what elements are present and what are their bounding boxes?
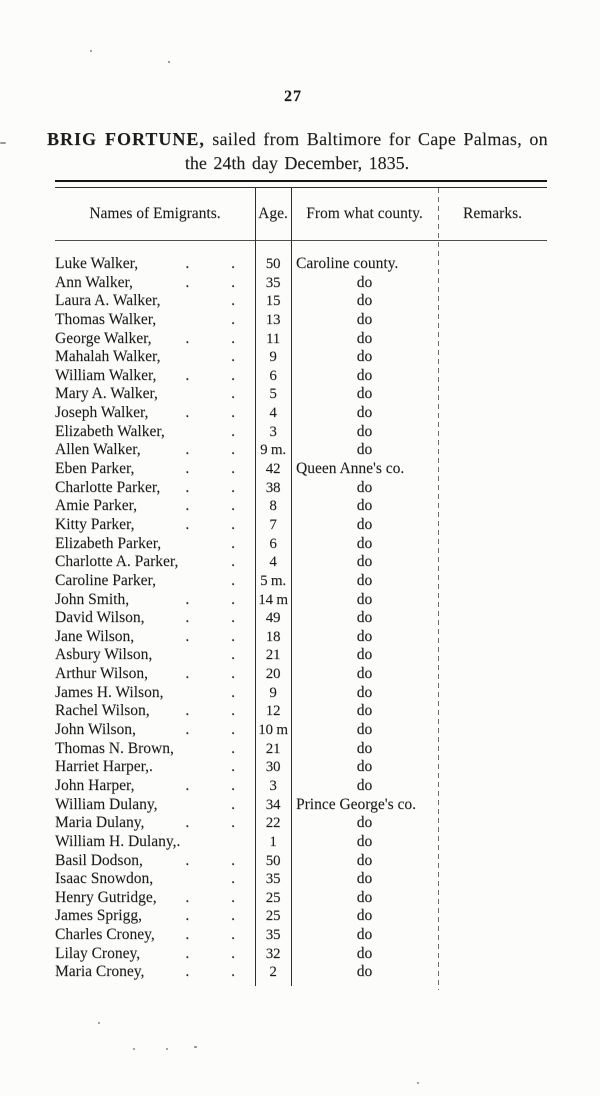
table-row — [55, 591, 547, 610]
age-cell: 2 — [269, 964, 277, 981]
remarks-cell — [438, 423, 547, 442]
column-rule-county-remarks — [438, 188, 439, 990]
leader-dots: . . — [185, 497, 235, 515]
county-cell: do — [356, 944, 373, 962]
remarks-cell — [438, 907, 547, 926]
emigrant-name: Arthur Wilson, — [55, 665, 148, 683]
remarks-cell — [438, 479, 547, 498]
age-cell: 21 — [265, 647, 281, 664]
ink-speck — [417, 1082, 419, 1084]
age-cell: 35 — [265, 274, 281, 291]
table-row — [55, 907, 547, 926]
name-cell — [55, 926, 255, 945]
emigrant-name: William Dulany, — [55, 795, 158, 813]
table-row — [55, 963, 547, 982]
table-row — [55, 274, 547, 293]
leader-dots: . . — [185, 478, 235, 496]
table-row — [55, 385, 547, 404]
emigrant-name: John Harper, — [55, 776, 135, 794]
remarks-cell — [438, 274, 547, 293]
name-cell — [55, 907, 255, 926]
age-cell: 6 — [269, 535, 277, 552]
leader-dots: . . — [185, 814, 235, 832]
county-cell: do — [356, 870, 373, 888]
remarks-cell — [438, 721, 547, 740]
county-cell: Queen Anne's co. — [296, 460, 405, 478]
county-cell: do — [356, 721, 373, 739]
age-cell: 32 — [265, 945, 281, 962]
county-cell: do — [356, 422, 373, 440]
table-row — [55, 311, 547, 330]
age-cell: 14 m — [258, 591, 288, 608]
emigrant-name: Maria Dulany, — [55, 814, 145, 832]
remarks-cell — [438, 441, 547, 460]
name-cell — [55, 740, 255, 759]
age-cell: 9 — [269, 349, 277, 366]
leader-dots: . . — [185, 404, 235, 422]
leader-dots: . . — [185, 627, 235, 645]
emigrant-name: Maria Croney, — [55, 963, 145, 981]
leader-dots: . — [231, 739, 235, 757]
remarks-cell — [438, 553, 547, 572]
name-cell — [55, 404, 255, 423]
age-cell: 15 — [265, 293, 281, 310]
remarks-cell — [438, 889, 547, 908]
leader-dots: . — [231, 758, 235, 776]
table-row — [55, 665, 547, 684]
age-cell: 22 — [265, 815, 281, 832]
remarks-cell — [438, 628, 547, 647]
age-cell: 7 — [269, 516, 277, 533]
table-row — [55, 889, 547, 908]
name-cell — [55, 330, 255, 349]
name-cell — [55, 274, 255, 293]
leader-dots: . . — [185, 851, 235, 869]
leader-dots: . — [231, 683, 235, 701]
remarks-cell — [438, 758, 547, 777]
remarks-cell — [438, 833, 547, 852]
emigrant-name: Laura A. Walker, — [55, 292, 161, 310]
emigrant-name: Thomas N. Brown, — [55, 739, 174, 757]
table-row — [55, 497, 547, 516]
table-row — [55, 945, 547, 964]
name-cell — [55, 945, 255, 964]
table-row — [55, 796, 547, 815]
remarks-cell — [438, 497, 547, 516]
name-cell — [55, 255, 255, 274]
county-cell: do — [356, 329, 373, 347]
remarks-cell — [438, 796, 547, 815]
county-cell: do — [356, 683, 373, 701]
remarks-cell — [438, 609, 547, 628]
table-row — [55, 423, 547, 442]
county-cell: do — [356, 888, 373, 906]
leader-dots: . . — [185, 721, 235, 739]
emigrant-name: Charlotte A. Parker, — [55, 553, 179, 571]
ink-speck — [168, 61, 170, 63]
name-cell — [55, 665, 255, 684]
name-cell — [55, 516, 255, 535]
table-row — [55, 404, 547, 423]
name-cell — [55, 497, 255, 516]
remarks-cell — [438, 814, 547, 833]
county-cell: do — [356, 963, 373, 981]
table-body — [55, 241, 547, 982]
county-cell: do — [356, 497, 373, 515]
leader-dots: . — [231, 553, 235, 571]
name-cell — [55, 385, 255, 404]
leader-dots: . . — [185, 963, 235, 981]
county-cell: do — [356, 739, 373, 757]
remarks-cell — [438, 702, 547, 721]
emigrant-name: Luke Walker, — [55, 255, 139, 272]
age-cell: 4 — [269, 405, 277, 422]
name-cell — [55, 348, 255, 367]
table-row — [55, 535, 547, 554]
emigrant-name: Mary A. Walker, — [55, 385, 158, 403]
table-row — [55, 777, 547, 796]
emigrant-name: Asbury Wilson, — [55, 646, 153, 664]
name-cell — [55, 311, 255, 330]
leader-dots: . — [231, 292, 235, 310]
leader-dots: . — [231, 534, 235, 552]
emigrant-name: William H. Dulany,. — [55, 832, 181, 850]
name-cell — [55, 553, 255, 572]
remarks-cell — [438, 292, 547, 311]
emigrant-name: Mahalah Walker, — [55, 348, 161, 366]
county-cell: Caroline county. — [296, 255, 399, 272]
table-row — [55, 646, 547, 665]
table-row — [55, 553, 547, 572]
leader-dots: . . — [185, 609, 235, 627]
emigrant-name: Thomas Walker, — [55, 310, 157, 328]
county-cell: do — [356, 366, 373, 384]
table-row — [55, 479, 547, 498]
name-cell — [55, 572, 255, 591]
leader-dots: . . — [185, 888, 235, 906]
emigrant-name: Charles Croney, — [55, 926, 155, 944]
table-header-row — [55, 188, 547, 241]
county-cell: do — [356, 273, 373, 291]
name-cell — [55, 870, 255, 889]
age-cell: 49 — [265, 610, 281, 627]
table-row — [55, 292, 547, 311]
table-row — [55, 833, 547, 852]
name-cell — [55, 852, 255, 871]
table-row — [55, 460, 547, 479]
age-cell: 9 — [269, 684, 277, 701]
emigrant-name: Amie Parker, — [55, 497, 138, 515]
leader-dots: . — [231, 310, 235, 328]
age-cell: 9 m. — [260, 442, 286, 459]
age-cell: 3 — [269, 777, 277, 794]
county-cell: do — [356, 665, 373, 683]
table-row — [55, 609, 547, 628]
emigrant-table — [55, 180, 547, 982]
county-cell: do — [356, 571, 373, 589]
age-cell: 25 — [265, 889, 281, 906]
table-row — [55, 348, 547, 367]
name-cell — [55, 814, 255, 833]
remarks-cell — [438, 385, 547, 404]
table-row — [55, 255, 547, 274]
county-cell: do — [356, 441, 373, 459]
age-cell: 5 — [269, 386, 277, 403]
age-cell: 50 — [265, 852, 281, 869]
emigrant-name: Joseph Walker, — [55, 404, 149, 422]
leader-dots: . — [231, 348, 235, 366]
leader-dots: . . — [185, 255, 235, 272]
table-row — [55, 572, 547, 591]
name-cell — [55, 721, 255, 740]
county-cell: do — [356, 851, 373, 869]
emigrant-name: Rachel Wilson, — [55, 702, 150, 720]
header-names: Names of Emigrants. — [89, 205, 221, 222]
ink-speck — [98, 1022, 100, 1024]
emigrant-name: David Wilson, — [55, 609, 145, 627]
emigrant-name: Caroline Parker, — [55, 571, 156, 589]
remarks-cell — [438, 852, 547, 871]
table-row — [55, 852, 547, 871]
remarks-cell — [438, 330, 547, 349]
emigrant-name: Harriet Harper,. — [55, 758, 153, 776]
leader-dots: . . — [185, 460, 235, 478]
county-cell: do — [356, 907, 373, 925]
leader-dots: . . — [185, 366, 235, 384]
name-cell — [55, 441, 255, 460]
title-rest: sailed from Baltimore for Cape Palmas, on — [204, 129, 548, 149]
remarks-cell — [438, 348, 547, 367]
ink-speck — [133, 1048, 135, 1050]
header-age: Age. — [258, 205, 288, 222]
name-cell — [55, 833, 255, 852]
leader-dots: . . — [185, 329, 235, 347]
age-cell: 6 — [269, 367, 277, 384]
document-title-line2: the 24th day December, 1835. — [184, 153, 410, 173]
county-cell: do — [356, 758, 373, 776]
name-cell — [55, 460, 255, 479]
leader-dots: . — [231, 795, 235, 813]
age-cell: 13 — [265, 311, 281, 328]
emigrant-name: Elizabeth Parker, — [55, 534, 162, 552]
county-cell: do — [356, 310, 373, 328]
table-row — [55, 367, 547, 386]
remarks-cell — [438, 646, 547, 665]
county-cell: do — [356, 478, 373, 496]
emigrant-name: Henry Gutridge, — [55, 888, 157, 906]
name-cell — [55, 702, 255, 721]
emigrant-name: James Sprigg, — [55, 907, 142, 925]
remarks-cell — [438, 777, 547, 796]
emigrant-name: Allen Walker, — [55, 441, 141, 459]
leader-dots: . . — [185, 907, 235, 925]
age-cell: 50 — [265, 256, 281, 272]
emigrant-name: Charlotte Parker, — [55, 478, 161, 496]
age-cell: 20 — [265, 666, 281, 683]
leader-dots: . . — [185, 441, 235, 459]
leader-dots: . . — [185, 515, 235, 533]
county-cell: do — [356, 646, 373, 664]
table-row — [55, 740, 547, 759]
age-cell: 30 — [265, 759, 281, 776]
age-cell: 3 — [269, 423, 277, 440]
name-cell — [55, 479, 255, 498]
county-cell: do — [356, 385, 373, 403]
emigrant-name: Isaac Snowdon, — [55, 870, 154, 888]
leader-dots: . . — [185, 702, 235, 720]
emigrant-name: Elizabeth Walker, — [55, 422, 165, 440]
name-cell — [55, 591, 255, 610]
remarks-cell — [438, 740, 547, 759]
emigrant-name: Eben Parker, — [55, 460, 135, 478]
age-cell: 35 — [265, 927, 281, 944]
double-rule — [55, 180, 547, 188]
emigrant-name: John Wilson, — [55, 721, 136, 739]
remarks-cell — [438, 963, 547, 982]
remarks-cell — [438, 572, 547, 591]
header-remarks: Remarks. — [463, 205, 522, 222]
emigrant-name: Lilay Croney, — [55, 944, 141, 962]
emigrant-name: Kitty Parker, — [55, 515, 135, 533]
remarks-cell — [438, 684, 547, 703]
name-cell — [55, 684, 255, 703]
age-cell: 25 — [265, 908, 281, 925]
name-cell — [55, 963, 255, 982]
leader-dots: . — [231, 870, 235, 888]
remarks-cell — [438, 945, 547, 964]
leader-dots: . — [231, 571, 235, 589]
table-row — [55, 870, 547, 889]
name-cell — [55, 777, 255, 796]
name-cell — [55, 609, 255, 628]
table-row — [55, 628, 547, 647]
table-row — [55, 516, 547, 535]
leader-dots: . . — [185, 926, 235, 944]
header-county: From what county. — [306, 205, 423, 222]
age-cell: 12 — [265, 703, 281, 720]
county-cell: do — [356, 832, 373, 850]
county-cell: do — [356, 814, 373, 832]
county-cell: do — [356, 627, 373, 645]
emigrant-name: James H. Wilson, — [55, 683, 164, 701]
remarks-cell — [438, 367, 547, 386]
age-cell: 11 — [265, 330, 281, 347]
age-cell: 5 m. — [260, 572, 286, 589]
name-cell — [55, 423, 255, 442]
leader-dots — [180, 833, 255, 852]
table-row — [55, 684, 547, 703]
county-cell: do — [356, 515, 373, 533]
leader-dots: . — [231, 385, 235, 403]
document-title-line1 — [47, 128, 547, 150]
county-cell: do — [356, 553, 373, 571]
age-cell: 1 — [269, 833, 277, 850]
remarks-cell — [438, 255, 547, 274]
name-cell — [55, 535, 255, 554]
emigrant-name: Ann Walker, — [55, 273, 133, 291]
leader-dots: . . — [185, 665, 235, 683]
county-cell: do — [356, 702, 373, 720]
column-rule-names-age — [255, 188, 256, 986]
age-cell: 10 m — [258, 722, 288, 739]
table-row — [55, 758, 547, 777]
name-cell — [55, 889, 255, 908]
county-cell: do — [356, 534, 373, 552]
county-cell: do — [356, 292, 373, 310]
leader-dots: . — [231, 646, 235, 664]
scan-artifact — [0, 142, 6, 144]
ink-speck — [166, 1048, 168, 1050]
leader-dots: . . — [185, 590, 235, 608]
age-cell: 42 — [265, 461, 281, 478]
age-cell: 8 — [269, 498, 277, 515]
table-row — [55, 330, 547, 349]
age-cell: 4 — [269, 554, 277, 571]
emigrant-name: William Walker, — [55, 366, 157, 384]
name-cell — [55, 628, 255, 647]
remarks-cell — [438, 404, 547, 423]
ink-speck — [90, 50, 92, 52]
table-row — [55, 441, 547, 460]
emigrant-name: Basil Dodson, — [55, 851, 143, 869]
county-cell: do — [356, 776, 373, 794]
county-cell: do — [356, 348, 373, 366]
age-cell: 38 — [265, 479, 281, 496]
age-cell: 18 — [265, 628, 281, 645]
remarks-cell — [438, 516, 547, 535]
emigrant-name: Jane Wilson, — [55, 627, 135, 645]
page-number: 27 — [284, 88, 302, 105]
table-row — [55, 721, 547, 740]
ink-speck — [194, 1046, 197, 1048]
remarks-cell — [438, 665, 547, 684]
age-cell: 34 — [265, 796, 281, 813]
ship-name: BRIG FORTUNE, — [47, 129, 205, 149]
remarks-cell — [438, 535, 547, 554]
table-row — [55, 702, 547, 721]
leader-dots: . . — [185, 273, 235, 291]
county-cell: Prince George's co. — [296, 795, 417, 813]
remarks-cell — [438, 591, 547, 610]
remarks-cell — [438, 870, 547, 889]
remarks-cell — [438, 926, 547, 945]
county-cell: do — [356, 590, 373, 608]
name-cell — [55, 758, 255, 777]
table-row — [55, 814, 547, 833]
table-row — [55, 926, 547, 945]
leader-dots: . — [231, 422, 235, 440]
name-cell — [55, 646, 255, 665]
county-cell: do — [356, 609, 373, 627]
county-cell: do — [356, 404, 373, 422]
remarks-cell — [438, 311, 547, 330]
age-cell: 35 — [265, 871, 281, 888]
emigrant-name: George Walker, — [55, 329, 152, 347]
age-cell: 21 — [265, 740, 281, 757]
emigrant-name: John Smith, — [55, 590, 130, 608]
county-cell: do — [356, 926, 373, 944]
column-rule-age-county — [291, 188, 292, 986]
name-cell — [55, 367, 255, 386]
leader-dots: . . — [185, 776, 235, 794]
remarks-cell — [438, 460, 547, 479]
leader-dots: . . — [185, 944, 235, 962]
name-cell — [55, 292, 255, 311]
name-cell — [55, 796, 255, 815]
